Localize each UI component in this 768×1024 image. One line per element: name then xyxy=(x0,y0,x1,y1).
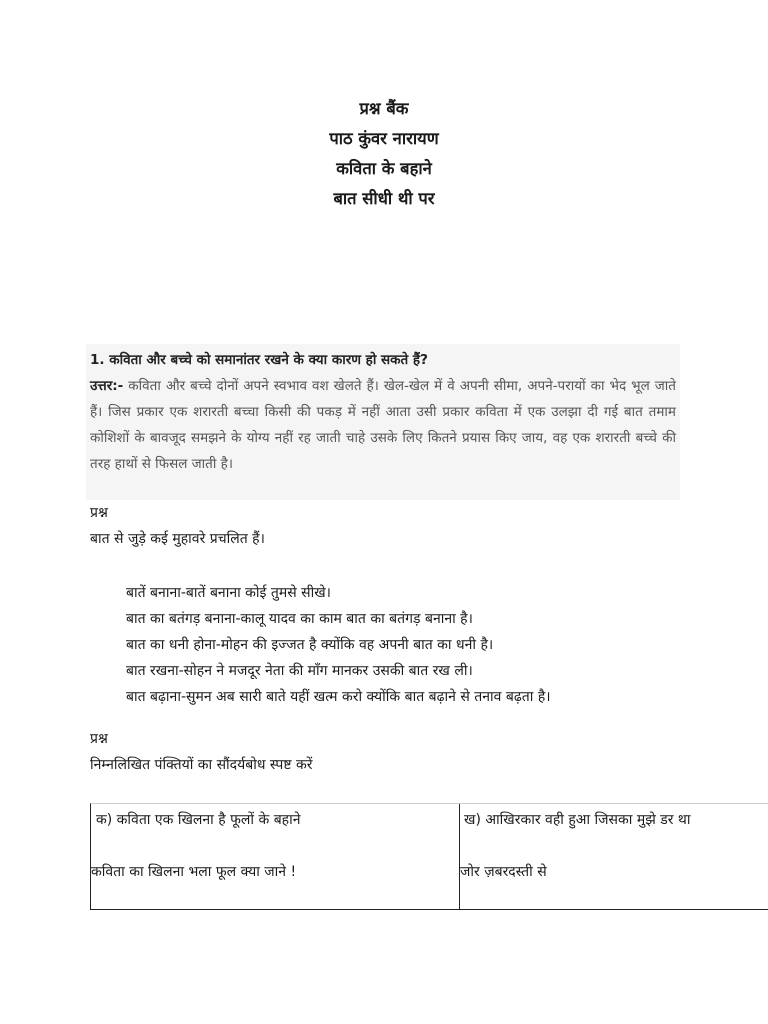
poem-table xyxy=(90,803,768,910)
answer-label: उत्तर:- xyxy=(90,378,124,394)
poem-cell-left xyxy=(91,804,460,909)
title-line-2: पाठ कुंवर नारायण xyxy=(329,129,439,148)
title-line-4: बात सीधी थी पर xyxy=(333,189,435,208)
poem-left-line-1: क) कविता एक खिलना है फूलों के बहाने xyxy=(96,812,301,828)
section1-prompt: बात से जुड़े कई मुहावरे प्रचलित हैं। xyxy=(90,531,265,547)
idiom-item: बात रखना-सोहन ने मजदूर नेता की माँग मानकर उसकी बात रख ली। xyxy=(126,663,473,679)
answer-text: कविता और बच्चे दोनों अपने स्वभाव वश खेलते हैं। खेल-खेल में वे अपनी सीमा, अपने-परायों का भेद भूल जाते हैं। जिस प्रकार एक शरारती बच्चा किसी की पकड़ में नहीं आता उसी प्रकार कविता में एक उलझा दी गई बात तमाम कोशिशों के बावजूद समझने के योग्य नहीं रह जाती चाहे उसके लिए कितने प्रयास किए जाय, वह एक शरारती बच्चे की तरह हाथों से फिसल जाती है। xyxy=(90,378,676,472)
poem-cell-right xyxy=(460,804,768,909)
title-line-3: कविता के बहाने xyxy=(336,159,432,178)
poem-right-line-1: ख) आखिरकार वही हुआ जिसका मुझे डर था xyxy=(464,812,691,828)
section2-heading: प्रश्न xyxy=(90,731,108,747)
poem-left-line-2: कविता का खिलना भला फूल क्या जाने ! xyxy=(91,864,297,880)
section2-prompt: निम्नलिखित पंक्तियों का सौंदर्यबोध स्पष्ट करें xyxy=(90,757,313,773)
idiom-list xyxy=(126,580,551,710)
answer-1 xyxy=(90,373,676,477)
idiom-item: बात का धनी होना-मोहन की इज्जत है क्योंकि वह अपनी बात का धनी है। xyxy=(126,637,494,653)
idiom-item: बातें बनाना-बातें बनाना कोई तुमसे सीखे। xyxy=(126,585,331,601)
section1-heading: प्रश्न xyxy=(90,505,108,521)
qa-box xyxy=(86,344,680,500)
idiom-item: बात का बतंगड़ बनाना-कालू यादव का काम बात का बतंगड़ बनाना है। xyxy=(126,611,473,627)
question-1: 1. कविता और बच्चे को समानांतर रखने के क्या कारण हो सकते हैं? xyxy=(90,352,428,368)
title-line-1: प्रश्न बैंक xyxy=(359,99,409,118)
poem-right-line-2: जोर ज़बरदस्ती से xyxy=(460,864,547,880)
idiom-item: बात बढ़ाना-सुमन अब सारी बाते यहीं खत्म करो क्योंकि बात बढ़ाने से तनाव बढ़ता है। xyxy=(126,689,551,705)
title-block xyxy=(0,94,768,214)
